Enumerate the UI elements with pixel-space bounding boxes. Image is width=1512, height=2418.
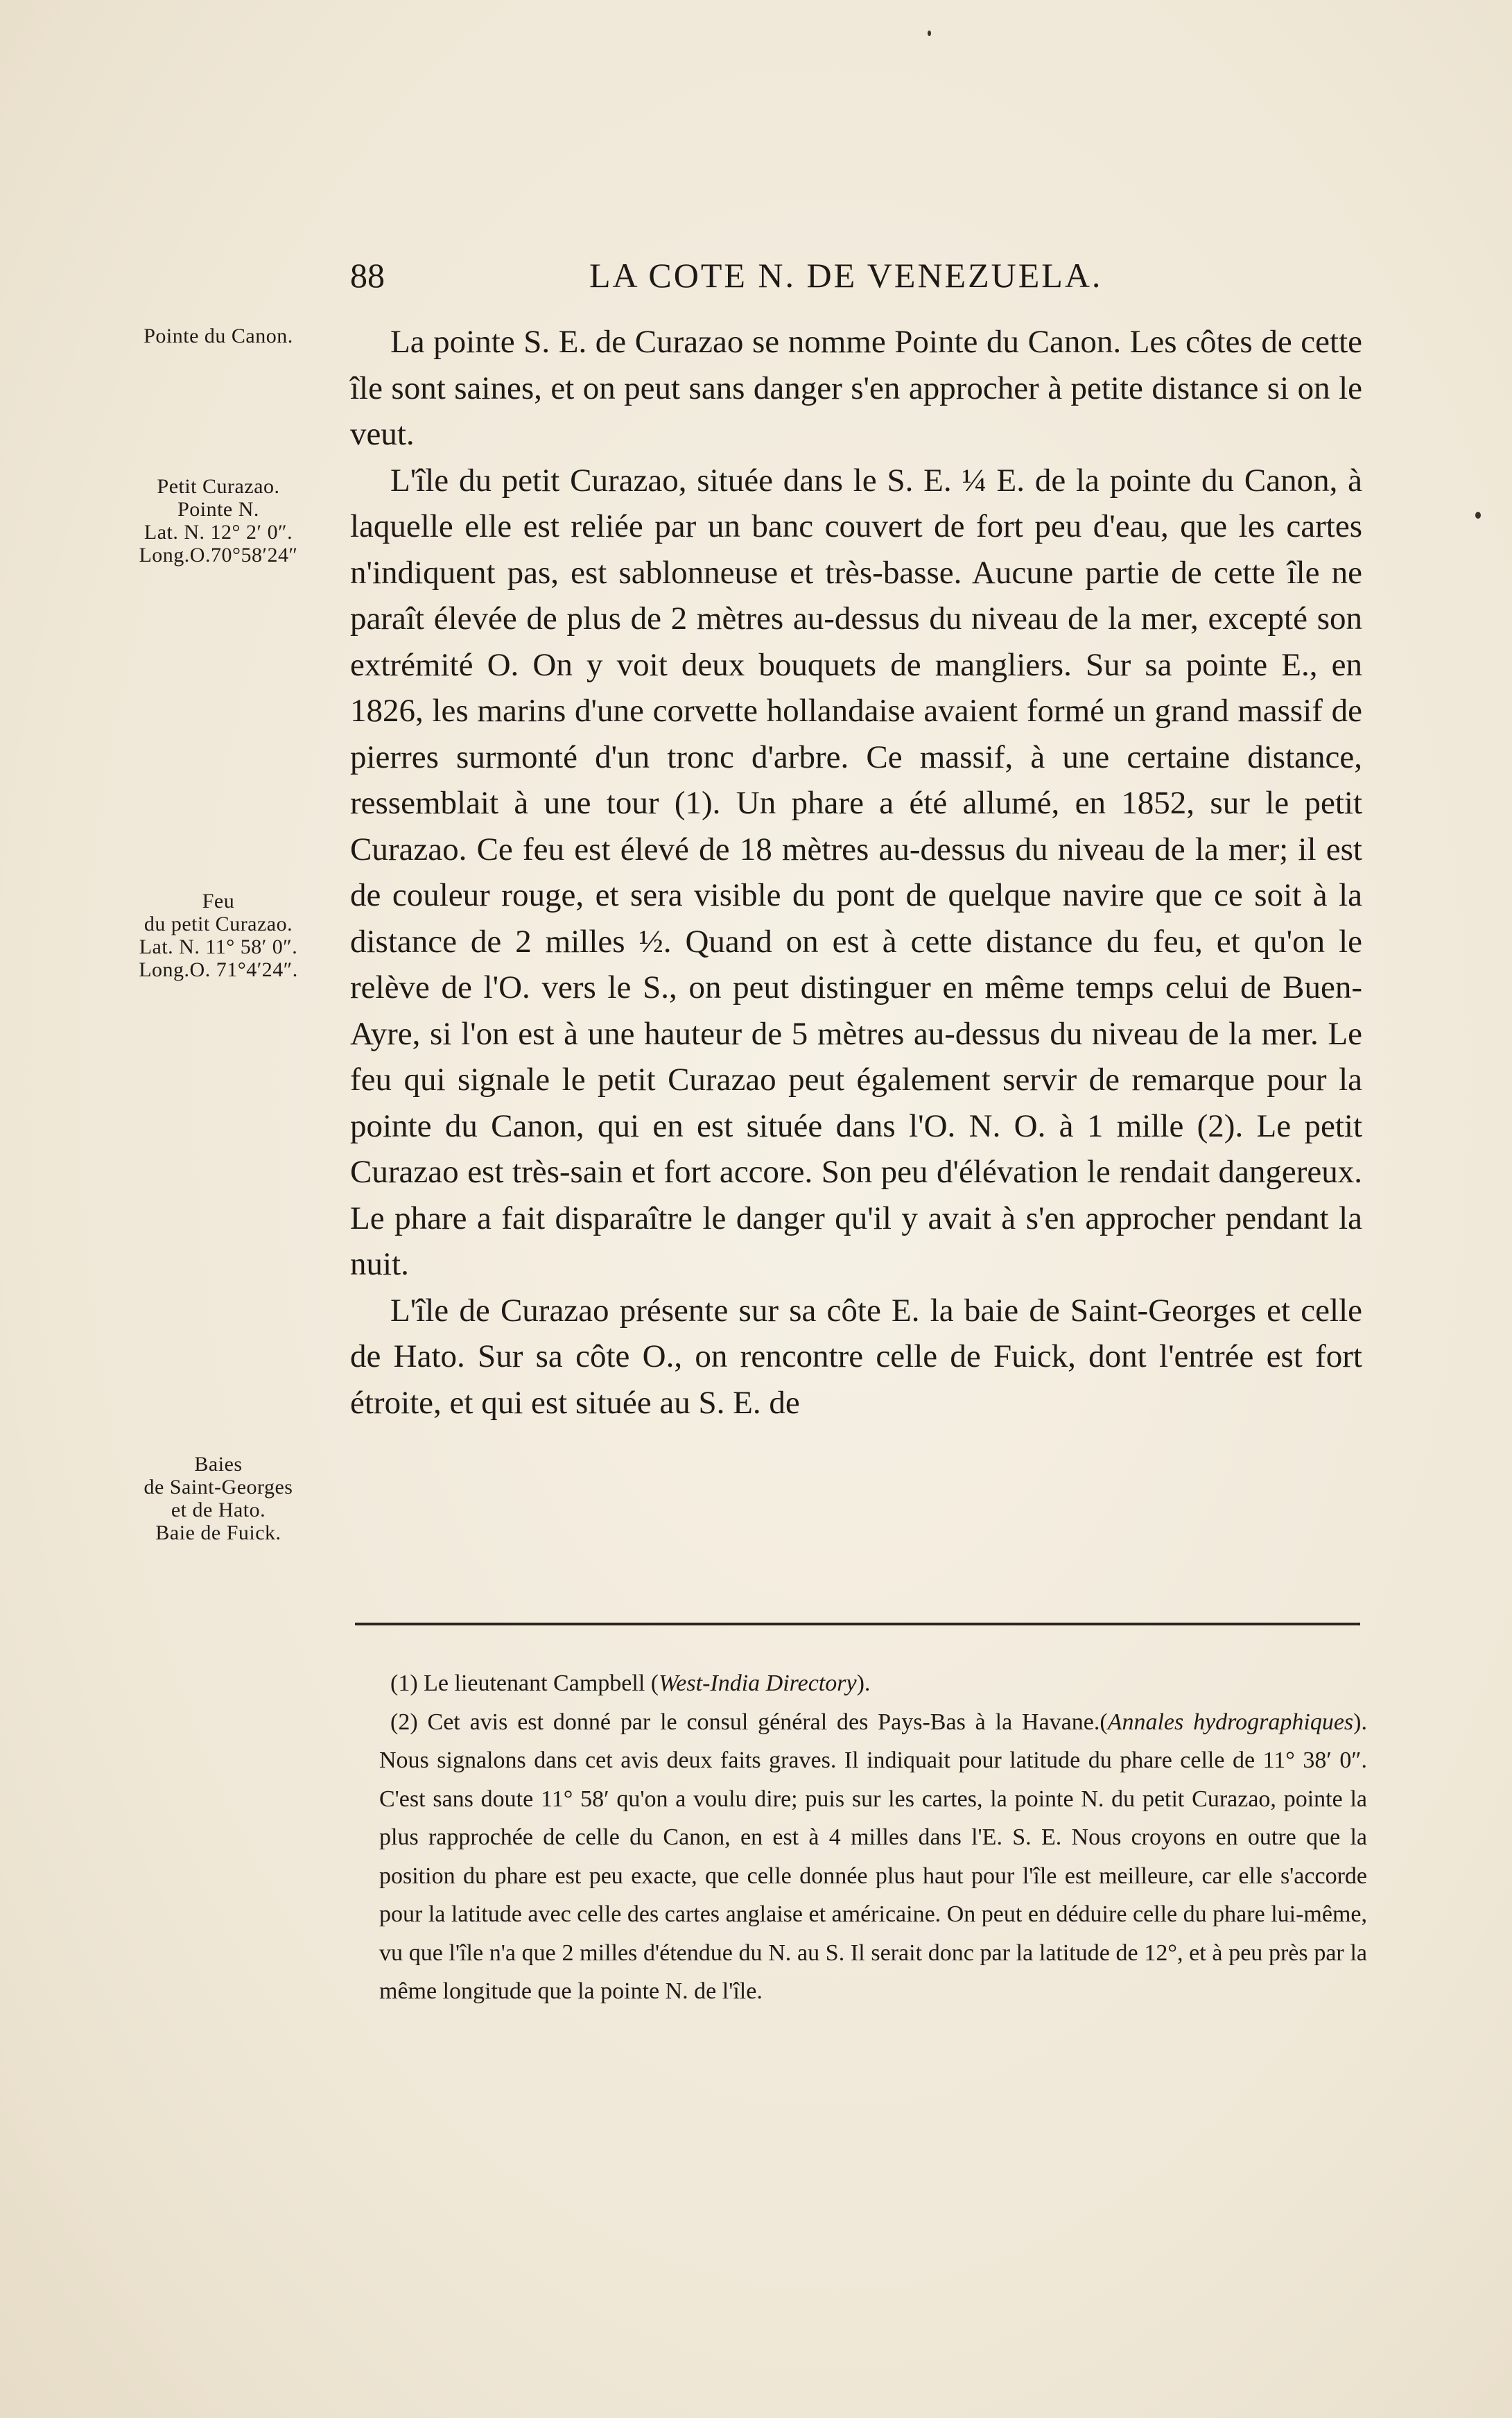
margin-note-line: du petit Curazao. — [144, 913, 293, 935]
margin-note-line: Long.O.70°58′24″ — [139, 544, 298, 567]
paper-speck — [928, 31, 931, 36]
footnote-separator-rule — [355, 1623, 1360, 1625]
margin-note-line: et de Hato. — [171, 1499, 266, 1521]
footnote-1-source: West-India Directory — [659, 1670, 857, 1696]
margin-note-petit-curazao — [104, 475, 333, 567]
margin-note-line: Baies — [194, 1453, 243, 1476]
footnote-1 — [379, 1664, 1367, 1703]
footnote-1-text: (1) Le lieutenant Campbell ( — [390, 1670, 659, 1696]
running-title: LA COTE N. DE VENEZUELA. — [589, 256, 1103, 295]
margin-note-line: Lat. N. 12° 2′ 0″. — [144, 521, 293, 544]
main-text — [350, 319, 1362, 1426]
margin-note-line: Pointe N. — [177, 498, 259, 521]
page-header — [350, 251, 1362, 300]
margin-note-line: de Saint-Georges — [144, 1476, 293, 1499]
footnote-2-rest: ). Nous signalons dans cet avis deux faits graves. Il indiquait pour latitude du phare celle de 11° 38′ 0″. C'est sans doute 11° 58′ qu'on a voulu dire; puis sur les cartes, la pointe N. du petit Curazao, pointe la plus rapprochée de celle du Canon, en est à 4 milles dans l'E. S. E. Nous croyons en outre que la position du phare est peu exacte, que celle donnée plus haut pour l'île est meilleure, car elle s'accorde pour la latitude avec celle des cartes anglaise et américaine. On peut en déduire celle du phare lui-même, vu que l'île n'a que 2 milles d'étendue du N. au S. Il serait donc par la latitude de 12°, et à peu près par la même longitude que la pointe N. de l'île. — [379, 1709, 1367, 2004]
footnote-2 — [379, 1703, 1367, 2011]
footnote-1-end: ). — [856, 1670, 871, 1696]
margin-note-baies — [104, 1453, 333, 1544]
margin-note-line: Lat. N. 11° 58′ 0″. — [139, 935, 298, 958]
page-number: 88 — [350, 256, 385, 295]
footnotes — [379, 1664, 1367, 2011]
margin-note-pointe-du-canon — [104, 325, 333, 347]
margin-note-feu-petit-curazao — [104, 890, 333, 981]
margin-note-line: Feu — [202, 890, 235, 913]
paragraph: La pointe S. E. de Curazao se nomme Pointe du Canon. Les côtes de cette île sont saines, et on peut sans danger s'en approcher à petite distance si on le veut. — [350, 324, 1362, 452]
footnote-2-text: (2) Cet avis est donné par le consul général des Pays-Bas à la Havane.( — [390, 1709, 1108, 1735]
footnote-2-source: Annales hydrographiques — [1107, 1709, 1354, 1735]
margin-note-line: Petit Curazao. — [157, 475, 280, 498]
margin-note-line: Long.O. 71°4′24″. — [139, 958, 298, 981]
margin-note-line: Baie de Fuick. — [155, 1521, 281, 1544]
margin-note-line: Pointe du Canon. — [144, 325, 293, 347]
paragraph: L'île de Curazao présente sur sa côte E. la baie de Saint-Georges et celle de Hato. Sur sa côte O., on rencontre celle de Fuick, dont l'entrée est fort étroite, et qui est située au S. E. de — [350, 1292, 1362, 1421]
paper-speck — [1475, 512, 1481, 519]
paragraph: L'île du petit Curazao, située dans le S. E. ¼ E. de la pointe du Canon, à laquelle elle est reliée par un banc couvert de fort peu d'eau, que les cartes n'indiquent pas, est sablonneuse et très-basse. Aucune partie de cette île ne paraît élevée de plus de 2 mètres au-dessus du niveau de la mer, excepté son extrémité O. On y voit deux bouquets de mangliers. Sur sa pointe E., en 1826, les marins d'une corvette hollandaise avaient formé un grand massif de pierres surmonté d'un tronc d'arbre. Ce massif, à une certaine distance, ressemblait à une tour (1). Un phare a été allumé, en 1852, sur le petit Curazao. Ce feu est élevé de 18 mètres au-dessus du niveau de la mer; il est de couleur rouge, et sera visible du pont de quelque navire que ce soit à la distance de 2 milles ½. Quand on est à cette distance du feu, et qu'on le relève de l'O. vers le S., on peut distinguer en même temps celui de Buen-Ayre, si l'on est à une hauteur de 5 mètres au-dessus du niveau de la mer. Le feu qui signale le petit Curazao peut également servir de remarque pour la pointe du Canon, qui en est située dans l'O. N. O. à 1 mille (2). Le petit Curazao est très-sain et fort accore. Son peu d'élévation le rendait dangereux. Le phare a fait disparaître le danger qu'il y avait à s'en approcher pendant la nuit. — [350, 462, 1362, 1282]
